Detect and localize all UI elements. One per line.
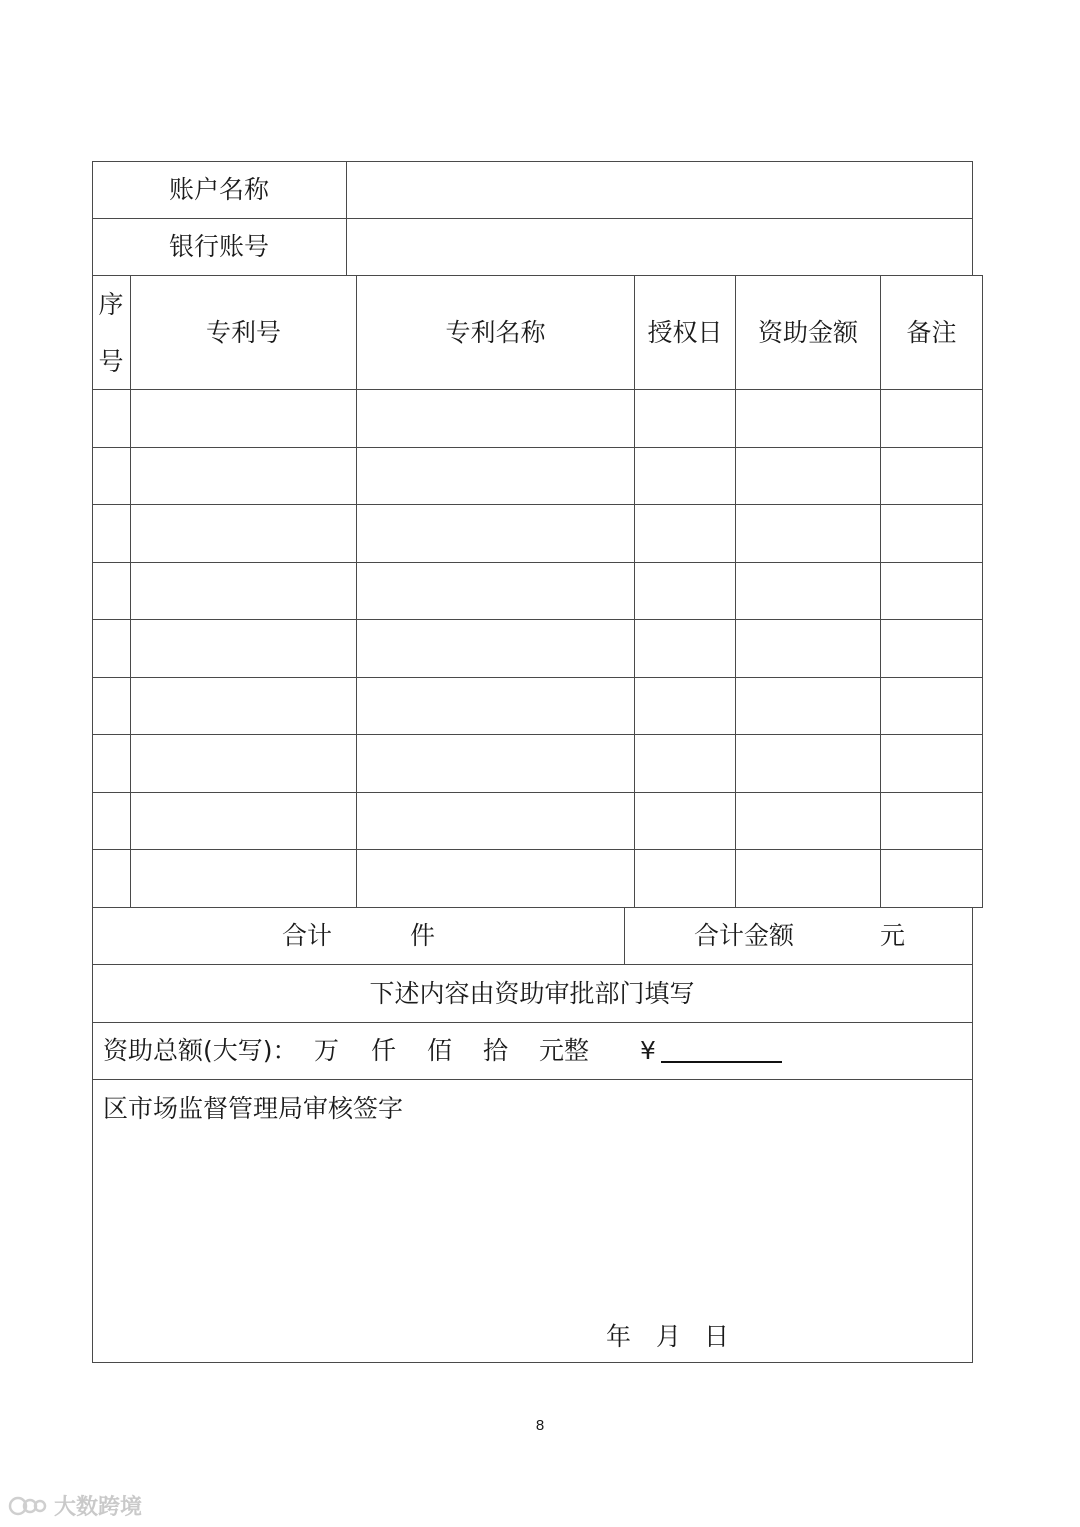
total-count-label: 合计 <box>282 921 333 950</box>
amount-blank-line[interactable] <box>661 1061 782 1063</box>
watermark <box>8 1490 142 1521</box>
row-divider <box>92 1079 973 1080</box>
header-patent-name: 专利名称 <box>445 318 546 347</box>
approval-notice: 下述内容由资助审批部门填写 <box>369 979 695 1008</box>
row-divider <box>92 907 983 908</box>
funding-total-label: 资助总额(大写)： <box>103 1036 298 1065</box>
account-name-label: 账户名称 <box>168 175 269 204</box>
row-divider <box>92 734 983 735</box>
bank-account-field[interactable] <box>347 218 972 275</box>
header-patent-number: 专利号 <box>205 318 281 347</box>
watermark-logo-icon <box>8 1494 48 1518</box>
row-divider <box>92 562 983 563</box>
unit-wan: 万 <box>314 1036 340 1065</box>
date-day: 日 <box>704 1321 730 1351</box>
row-divider <box>92 792 983 793</box>
table-border-bottom <box>92 1362 973 1363</box>
row-divider <box>92 619 983 620</box>
row-divider <box>92 849 983 850</box>
page-number: 8 <box>535 1417 545 1434</box>
date-month: 月 <box>656 1321 682 1351</box>
currency-symbol: ¥ <box>640 1036 656 1065</box>
column-divider <box>624 907 625 965</box>
unit-shi: 拾 <box>483 1036 509 1065</box>
header-remarks: 备注 <box>906 318 957 347</box>
unit-yuan-zheng: 元整 <box>539 1036 590 1065</box>
unit-qian: 仟 <box>371 1036 397 1065</box>
review-signature-label: 区市场监督管理局审核签字 <box>103 1093 404 1123</box>
bank-account-label: 银行账号 <box>168 232 269 261</box>
table-border-right <box>982 275 983 908</box>
date-year: 年 <box>606 1321 632 1351</box>
row-divider <box>92 504 983 505</box>
header-seq-line2: 号 <box>98 346 124 376</box>
header-funding-amount: 资助金额 <box>757 318 858 347</box>
watermark-text: 大数跨境 <box>54 1495 143 1520</box>
row-divider <box>92 677 983 678</box>
row-divider <box>92 447 983 448</box>
account-name-field[interactable] <box>347 161 972 218</box>
table-border-left <box>92 161 93 1363</box>
header-grant-date: 授权日 <box>647 318 723 347</box>
total-amount-unit: 元 <box>880 921 906 950</box>
total-count-unit: 件 <box>410 921 436 950</box>
unit-bai: 佰 <box>427 1036 453 1065</box>
total-amount-label: 合计金额 <box>694 921 795 950</box>
header-seq-line1: 序 <box>98 289 124 319</box>
table-border-right <box>972 907 973 1363</box>
row-divider <box>92 389 983 390</box>
table-border-right <box>972 161 973 276</box>
